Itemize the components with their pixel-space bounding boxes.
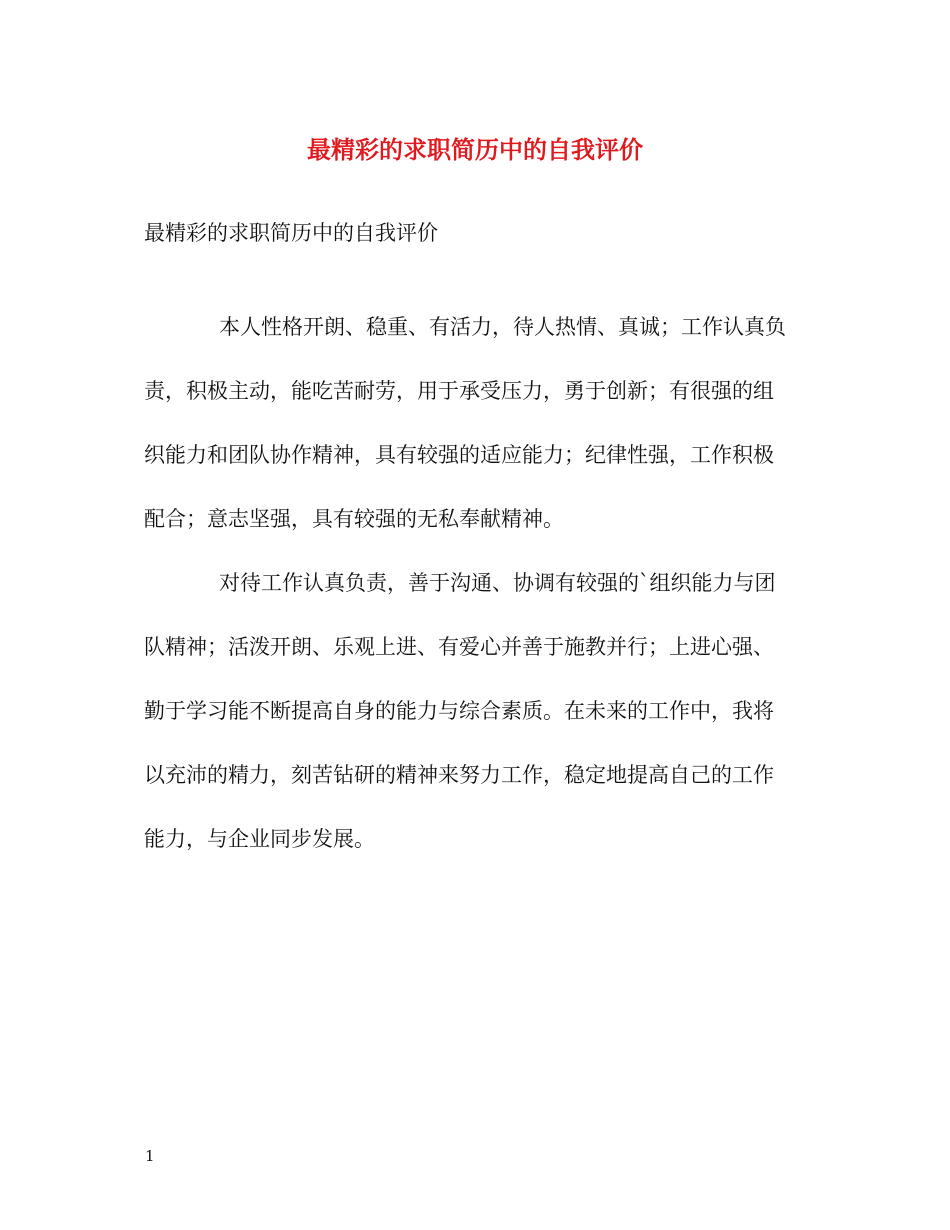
paragraph-line: 责，积极主动，能吃苦耐劳，用于承受压力，勇于创新；有很强的组 bbox=[144, 379, 774, 403]
paragraph-line: 对待工作认真负责，善于沟通、协调有较强的`组织能力与团 bbox=[219, 571, 776, 595]
paragraph-line: 能力，与企业同步发展。 bbox=[144, 827, 375, 851]
document-title: 最精彩的求职简历中的自我评价 bbox=[307, 135, 643, 164]
paragraph-line: 以充沛的精力，刻苦钻研的精神来努力工作，稳定地提高自己的工作 bbox=[144, 763, 774, 787]
paragraph-line: 本人性格开朗、稳重、有活力，待人热情、真诚；工作认真负 bbox=[219, 315, 786, 339]
paragraph-line: 织能力和团队协作精神，具有较强的适应能力；纪律性强，工作积极 bbox=[144, 443, 774, 467]
document-subtitle: 最精彩的求职简历中的自我评价 bbox=[144, 221, 438, 245]
paragraph-line: 配合；意志坚强，具有较强的无私奉献精神。 bbox=[144, 507, 564, 531]
paragraph-line: 勤于学习能不断提高自身的能力与综合素质。在未来的工作中，我将 bbox=[144, 699, 774, 723]
paragraph-2 bbox=[144, 567, 824, 887]
page-number: 1 bbox=[145, 1147, 155, 1165]
paragraph-line: 队精神；活泼开朗、乐观上进、有爱心并善于施教并行；上进心强、 bbox=[144, 635, 774, 659]
paragraph-1 bbox=[144, 311, 824, 567]
